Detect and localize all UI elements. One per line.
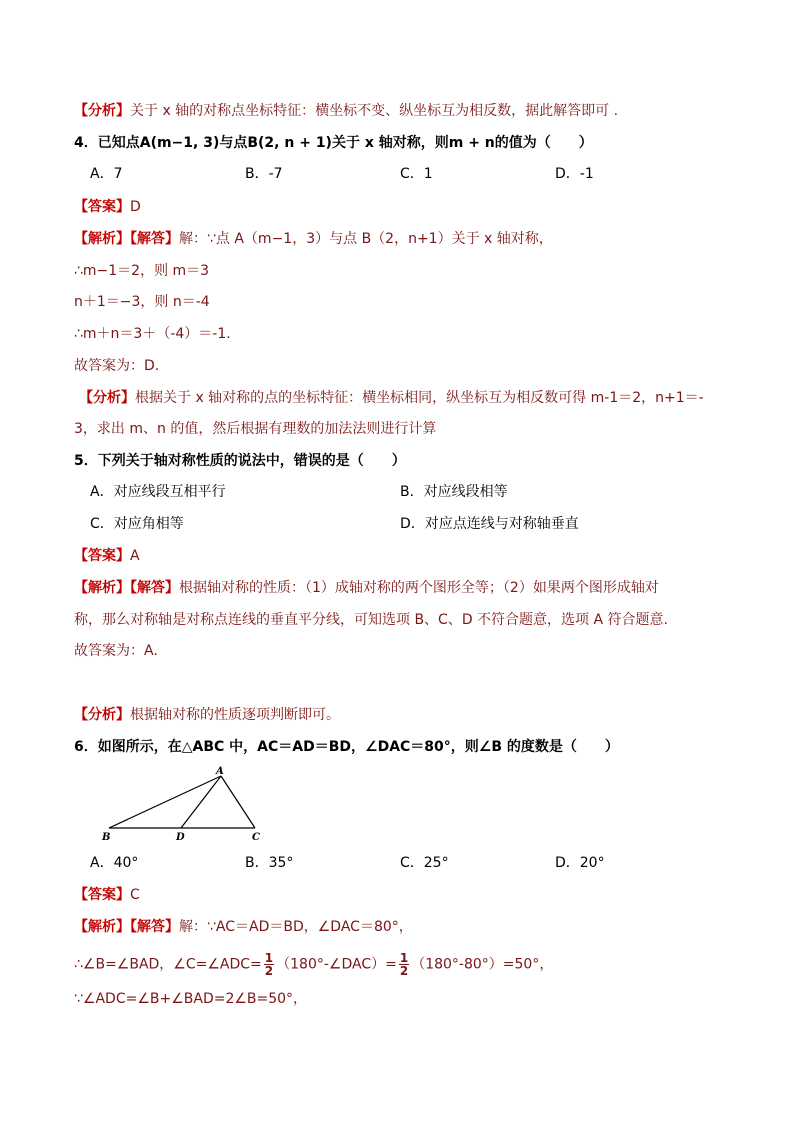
solution-tag: 【解析】【解答】: [74, 919, 179, 935]
q6-option-d: D．20°: [555, 855, 605, 871]
q3-analysis: [74, 101, 618, 121]
solution-text: 根据轴对称的性质：（1）成轴对称的两个图形全等；（2）如果两个图形成轴对: [179, 580, 659, 596]
q4-answer: [74, 197, 141, 217]
q5-solution-line-3: 故答案为：A.: [74, 643, 158, 659]
solution-text: 解：∵点 A（m−1，3）与点 B（2，n+1）关于 x 轴对称，: [179, 231, 553, 247]
q6-answer: [74, 885, 140, 905]
q4-solution-line-2: ∴m−1＝2，则 m＝3: [74, 263, 210, 279]
q6-option-b: B．35°: [245, 855, 294, 871]
q4-analysis-line-1: [79, 388, 704, 408]
q5-solution-line-2: 称，那么对称轴是对称点连线的垂直平分线，可知选项 B、C、D 不符合题意，选项 A 符合题意.: [74, 612, 668, 628]
answer-tag: 【答案】: [74, 887, 130, 903]
fraction-one-half-2: [399, 952, 409, 977]
solution-text: 解：∵AC＝AD＝BD，∠DAC＝80°，: [179, 919, 413, 935]
fraction-numerator: 1: [399, 951, 409, 965]
q6-option-a: A．40°: [90, 855, 139, 871]
q4-solution-line-4: ∴m＋n＝3＋（-4）＝-1.: [74, 326, 231, 342]
answer-value: C: [130, 887, 140, 903]
q4-option-c: C．1: [400, 166, 433, 182]
analysis-text: 根据轴对称的性质逐项判断即可。: [130, 707, 340, 723]
q5-option-b: B．对应线段相等: [400, 484, 508, 500]
segment-ab: [109, 776, 221, 828]
answer-value: D: [130, 199, 141, 215]
q5-solution-line-1: [74, 578, 659, 598]
vertex-label-a: A: [216, 766, 224, 777]
q6-solution-line-2: [74, 952, 553, 977]
vertex-label-c: C: [252, 832, 260, 843]
q4-option-d: D．-1: [555, 166, 594, 182]
analysis-tag: 【分析】: [74, 103, 130, 119]
q6-solution-line-3: ∵∠ADC=∠B+∠BAD=2∠B=50°，: [74, 991, 308, 1007]
analysis-tag: 【分析】: [79, 390, 135, 406]
q6-option-c: C．25°: [400, 855, 449, 871]
answer-value: A: [130, 548, 140, 564]
q6-stem: 6．如图所示，在△ABC 中，AC＝AD＝BD，∠DAC＝80°，则∠B 的度数是（ ）: [74, 739, 619, 755]
analysis-tag: 【分析】: [74, 707, 130, 723]
analysis-text: 根据关于 x 轴对称的点的坐标特征：横坐标相同，纵坐标互为相反数可得 m-1＝2，n+1＝-: [135, 390, 704, 406]
q5-stem: 5．下列关于轴对称性质的说法中，错误的是（ ）: [74, 453, 406, 469]
fraction-one-half-1: [264, 952, 274, 977]
line2-part-b: （180°-∠DAC）=: [276, 956, 397, 973]
q5-option-d: D．对应点连线与对称轴垂直: [400, 516, 579, 532]
line2-part-c: （180°-80°）=50°，: [411, 956, 554, 973]
q4-solution-line-1: [74, 229, 553, 249]
q4-analysis-line-2: 3，求出 m、n 的值，然后根据有理数的加法法则进行计算: [74, 421, 437, 437]
q5-analysis: [74, 705, 340, 725]
q5-option-c: C．对应角相等: [90, 516, 184, 532]
solution-tag: 【解析】【解答】: [74, 231, 179, 247]
segment-ad: [181, 776, 221, 828]
fraction-denominator: 2: [264, 964, 274, 978]
q4-solution-line-5: 故答案为：D.: [74, 358, 160, 374]
line2-part-a: ∴∠B=∠BAD，∠C=∠ADC=: [74, 956, 262, 973]
solution-tag: 【解析】【解答】: [74, 580, 179, 596]
q5-answer: [74, 546, 140, 566]
q4-stem: 4．已知点A(m−1, 3)与点B(2, n + 1)关于 x 轴对称，则m + n的值为（ ）: [74, 135, 593, 151]
vertex-label-d: D: [176, 832, 185, 843]
segment-ac: [221, 776, 255, 828]
q4-option-b: B．-7: [245, 166, 283, 182]
fraction-denominator: 2: [399, 964, 409, 978]
vertex-label-b: B: [102, 832, 111, 843]
q4-solution-line-3: n＋1＝−3，则 n＝-4: [74, 294, 210, 310]
q4-option-a: A．7: [90, 166, 123, 182]
answer-tag: 【答案】: [74, 548, 130, 564]
triangle-figure: [95, 764, 275, 846]
answer-tag: 【答案】: [74, 199, 130, 215]
q6-solution-line-1: [74, 917, 413, 937]
fraction-numerator: 1: [264, 951, 274, 965]
analysis-text: 关于 x 轴的对称点坐标特征：横坐标不变、纵坐标互为相反数，据此解答即可 .: [130, 103, 619, 119]
q5-option-a: A．对应线段互相平行: [90, 484, 226, 500]
